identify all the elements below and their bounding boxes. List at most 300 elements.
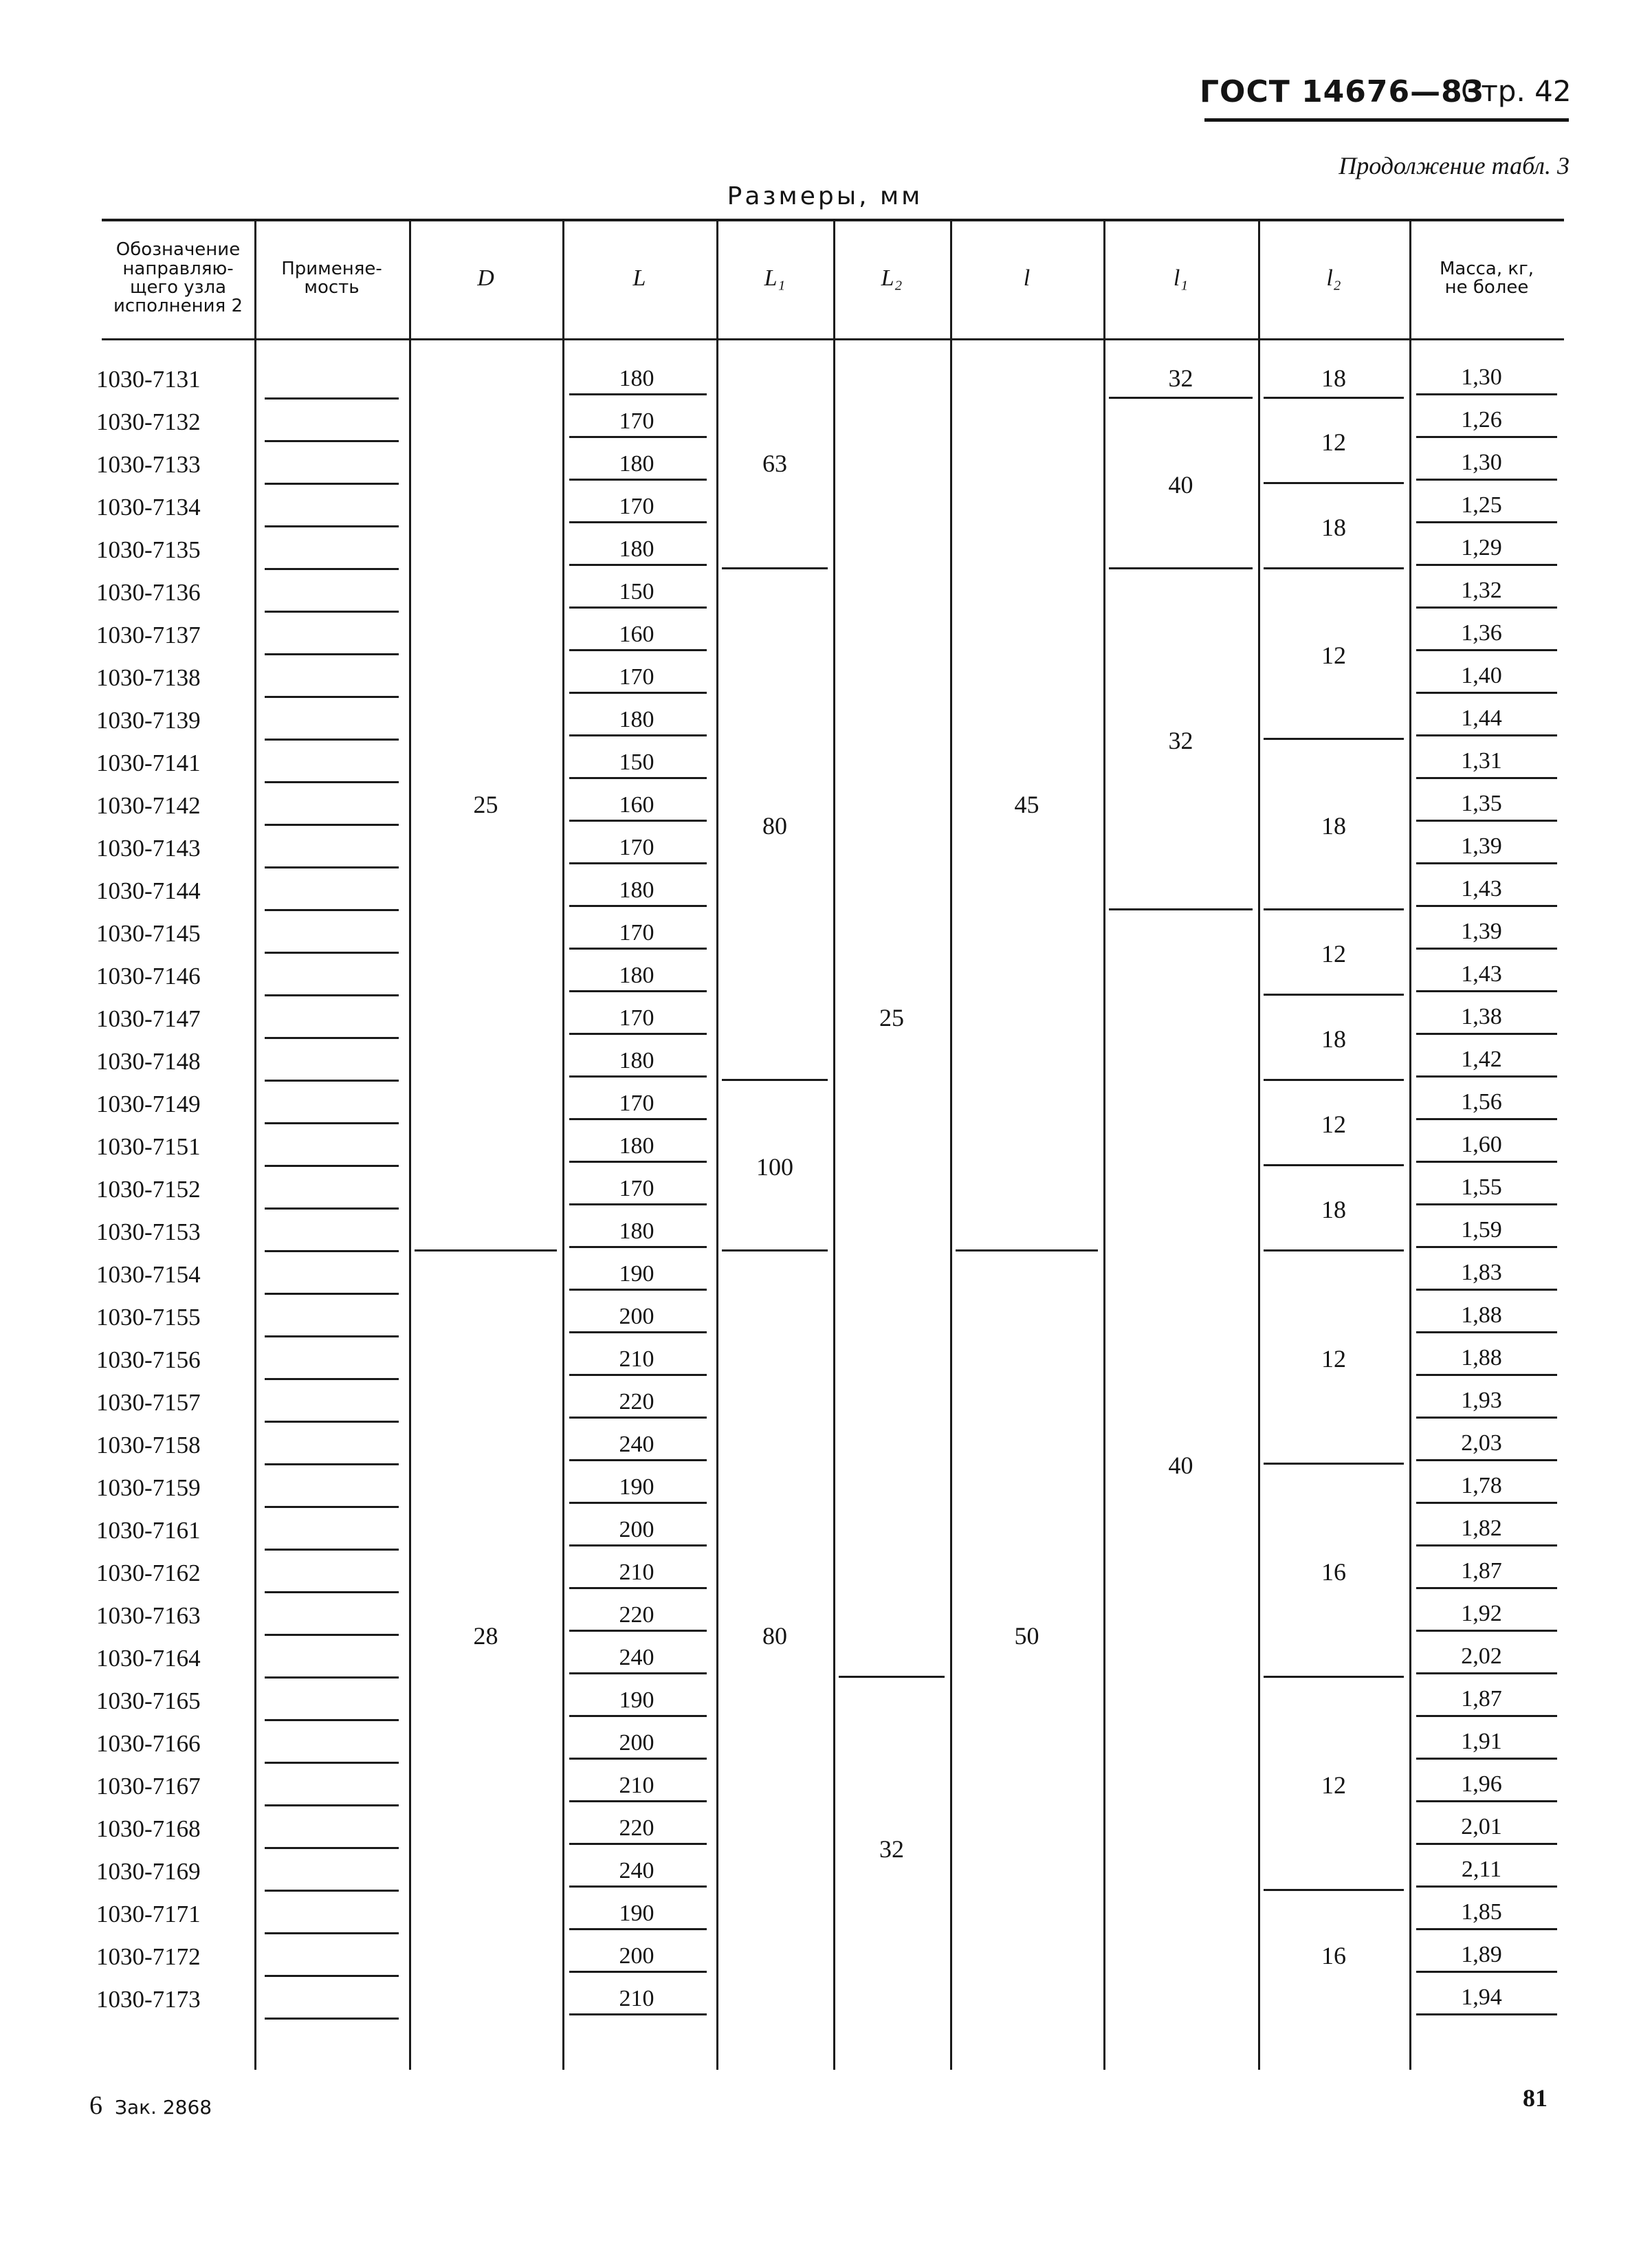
header-line: направляю-	[122, 258, 234, 279]
mass-value: 1,39	[1461, 833, 1502, 859]
designation-code: 1030-7143	[96, 835, 201, 862]
length-value: 170	[619, 1091, 654, 1116]
designation-code: 1030-7157	[96, 1389, 201, 1416]
mass-underline	[1416, 521, 1557, 523]
mass-underline	[1416, 1374, 1557, 1376]
length-underline	[569, 1033, 707, 1035]
standard-number: ГОСТ 14676—83	[1200, 74, 1485, 109]
mass-value: 1,26	[1461, 407, 1502, 433]
length-underline	[569, 1246, 707, 1248]
mass-underline	[1416, 1715, 1557, 1717]
length-underline	[569, 1417, 707, 1419]
mass-value: 1,30	[1461, 364, 1502, 390]
mass-underline	[1416, 1161, 1557, 1163]
mass-underline	[1416, 2013, 1557, 2015]
designation-code: 1030-7171	[96, 1901, 201, 1927]
applicability-blank	[265, 909, 399, 911]
header-line: мость	[304, 277, 360, 298]
length-value: 210	[619, 1986, 654, 2011]
merged-group-rule	[1264, 994, 1404, 996]
merged-l2-value: 18	[1321, 811, 1346, 840]
applicability-blank	[265, 1549, 399, 1551]
designation-code: 1030-7144	[96, 877, 201, 904]
length-underline	[569, 1630, 707, 1632]
mass-underline	[1416, 1502, 1557, 1504]
length-value: 200	[619, 1943, 654, 1969]
designation-code: 1030-7152	[96, 1176, 201, 1203]
mass-value: 1,59	[1461, 1217, 1502, 1243]
applicability-blank	[265, 1719, 399, 1721]
mass-value: 1,43	[1461, 876, 1502, 901]
mass-value: 1,93	[1461, 1388, 1502, 1413]
column-separator	[716, 219, 718, 2070]
length-value: 190	[619, 1474, 654, 1500]
applicability-blank	[265, 824, 399, 826]
mass-underline	[1416, 990, 1557, 992]
length-underline	[569, 1672, 707, 1674]
designation-code: 1030-7135	[96, 536, 201, 563]
length-underline	[569, 1715, 707, 1717]
mass-value: 1,60	[1461, 1132, 1502, 1157]
applicability-blank	[265, 952, 399, 954]
designation-code: 1030-7139	[96, 707, 201, 734]
mass-value: 1,25	[1461, 492, 1502, 518]
length-value: 150	[619, 579, 654, 604]
length-underline	[569, 1459, 707, 1461]
applicability-blank	[265, 1463, 399, 1465]
length-value: 240	[619, 1645, 654, 1670]
mass-value: 1,43	[1461, 961, 1502, 987]
applicability-blank	[265, 1378, 399, 1380]
merged-group-rule	[1264, 482, 1404, 484]
applicability-blank	[265, 1335, 399, 1337]
merged-l1-value: 40	[1168, 470, 1193, 499]
length-underline	[569, 1544, 707, 1546]
length-underline	[569, 1075, 707, 1078]
designation-code: 1030-7163	[96, 1602, 201, 1629]
length-underline	[569, 393, 707, 395]
designation-code: 1030-7172	[96, 1943, 201, 1970]
mass-underline	[1416, 564, 1557, 566]
length-underline	[569, 990, 707, 992]
merged-l-value: 45	[1014, 790, 1039, 818]
merged-l2-value: 12	[1321, 1771, 1346, 1799]
mass-underline	[1416, 1928, 1557, 1930]
designation-code: 1030-7154	[96, 1261, 201, 1288]
designation-code: 1030-7148	[96, 1048, 201, 1075]
merged-l1-value: 63	[762, 449, 787, 477]
length-value: 170	[619, 920, 654, 945]
merged-l1-value: 80	[762, 1621, 787, 1650]
mass-value: 1,87	[1461, 1558, 1502, 1584]
designation-code: 1030-7153	[96, 1218, 201, 1245]
table-continuation: Продолжение табл. 3	[1339, 152, 1570, 179]
merged-group-rule	[1109, 397, 1253, 399]
applicability-blank	[265, 440, 399, 442]
merged-l2-value: 12	[1321, 939, 1346, 968]
applicability-blank	[265, 1122, 399, 1124]
header-mass	[1409, 219, 1564, 338]
merged-l2-value: 18	[1321, 364, 1346, 392]
length-value: 220	[619, 1602, 654, 1628]
column-separator	[409, 219, 411, 2070]
designation-code: 1030-7173	[96, 1986, 201, 2013]
applicability-blank	[265, 1932, 399, 1934]
length-underline	[569, 1843, 707, 1845]
mass-value: 1,39	[1461, 919, 1502, 944]
length-value: 200	[619, 1730, 654, 1756]
mass-underline	[1416, 479, 1557, 481]
merged-group-rule	[1264, 1889, 1404, 1891]
mass-value: 1,44	[1461, 706, 1502, 731]
mass-underline	[1416, 1417, 1557, 1419]
designation-code: 1030-7142	[96, 792, 201, 819]
length-value: 210	[619, 1560, 654, 1585]
length-value: 180	[619, 451, 654, 477]
length-underline	[569, 1800, 707, 1802]
length-underline	[569, 1118, 707, 1120]
applicability-blank	[265, 653, 399, 655]
length-value: 220	[619, 1815, 654, 1841]
length-value: 180	[619, 707, 654, 732]
mass-underline	[1416, 734, 1557, 736]
length-value: 190	[619, 1261, 654, 1287]
header-line: щего узла	[129, 277, 227, 298]
designation-code: 1030-7158	[96, 1432, 201, 1458]
applicability-blank	[265, 1804, 399, 1806]
mass-underline	[1416, 862, 1557, 864]
mass-underline	[1416, 905, 1557, 907]
merged-l2-value: 16	[1321, 1941, 1346, 1969]
length-underline	[569, 905, 707, 907]
mass-value: 2,01	[1461, 1814, 1502, 1839]
designation-code: 1030-7165	[96, 1687, 201, 1714]
mass-value: 1,88	[1461, 1302, 1502, 1328]
mass-value: 1,89	[1461, 1942, 1502, 1967]
length-underline	[569, 436, 707, 438]
merged-l1-value: 32	[1168, 364, 1193, 392]
designation-code: 1030-7168	[96, 1815, 201, 1842]
length-underline	[569, 1971, 707, 1973]
dimensions-caption: Размеры, мм	[727, 182, 923, 210]
mass-underline	[1416, 948, 1557, 950]
designation-code: 1030-7146	[96, 963, 201, 990]
merged-group-rule	[1109, 567, 1253, 569]
length-value: 180	[619, 536, 654, 562]
column-separator	[950, 219, 952, 2070]
merged-group-rule	[415, 1249, 557, 1251]
mass-value: 1,82	[1461, 1516, 1502, 1541]
length-underline	[569, 777, 707, 779]
mass-underline	[1416, 1118, 1557, 1120]
length-value: 220	[619, 1389, 654, 1414]
designation-code: 1030-7167	[96, 1773, 201, 1800]
applicability-blank	[265, 866, 399, 868]
length-value: 170	[619, 664, 654, 690]
header-designation	[102, 219, 254, 338]
designation-code: 1030-7169	[96, 1858, 201, 1885]
applicability-blank	[265, 1591, 399, 1593]
designation-code: 1030-7138	[96, 664, 201, 691]
applicability-blank	[265, 1421, 399, 1423]
mass-value: 1,94	[1461, 1985, 1502, 2010]
length-underline	[569, 521, 707, 523]
mass-value: 2,03	[1461, 1430, 1502, 1456]
header-line: исполнения 2	[113, 296, 243, 317]
designation-code: 1030-7162	[96, 1560, 201, 1586]
merged-group-rule	[1264, 397, 1404, 399]
mass-underline	[1416, 1459, 1557, 1461]
mass-value: 1,83	[1461, 1260, 1502, 1285]
mass-value: 1,29	[1461, 535, 1502, 560]
footer-page-number: 81	[1523, 2084, 1548, 2112]
designation-code: 1030-7136	[96, 579, 201, 606]
length-value: 150	[619, 750, 654, 775]
length-underline	[569, 734, 707, 736]
mass-underline	[1416, 1203, 1557, 1205]
merged-group-rule	[1264, 1079, 1404, 1081]
header-l: l	[1023, 265, 1031, 292]
header-l: L	[632, 265, 646, 292]
designation-code: 1030-7155	[96, 1304, 201, 1331]
mass-value: 1,92	[1461, 1601, 1502, 1626]
length-value: 180	[619, 1133, 654, 1159]
length-underline	[569, 649, 707, 651]
applicability-blank	[265, 994, 399, 996]
merged-l2-value: 32	[879, 1835, 904, 1863]
mass-underline	[1416, 1246, 1557, 1248]
length-value: 200	[619, 1517, 654, 1542]
designation-code: 1030-7134	[96, 494, 201, 521]
designation-code: 1030-7156	[96, 1346, 201, 1373]
applicability-blank	[265, 739, 399, 741]
length-underline	[569, 1885, 707, 1888]
length-underline	[569, 1587, 707, 1589]
mass-underline	[1416, 1289, 1557, 1291]
mass-underline	[1416, 1033, 1557, 1035]
length-value: 240	[619, 1858, 654, 1883]
applicability-blank	[265, 1080, 399, 1082]
mass-underline	[1416, 1672, 1557, 1674]
designation-code: 1030-7133	[96, 451, 201, 478]
designation-code: 1030-7161	[96, 1517, 201, 1544]
mass-value: 1,35	[1461, 791, 1502, 816]
length-underline	[569, 606, 707, 609]
header-line: Масса, кг,	[1439, 258, 1534, 279]
mass-value: 1,56	[1461, 1089, 1502, 1115]
applicability-blank	[265, 1165, 399, 1167]
mass-underline	[1416, 1587, 1557, 1589]
mass-underline	[1416, 1075, 1557, 1078]
mass-value: 1,55	[1461, 1174, 1502, 1200]
length-value: 170	[619, 835, 654, 860]
designation-code: 1030-7137	[96, 622, 201, 648]
length-value: 210	[619, 1346, 654, 1372]
length-value: 180	[619, 1048, 654, 1073]
merged-l2-value: 12	[1321, 428, 1346, 456]
mass-underline	[1416, 1885, 1557, 1888]
mass-value: 2,02	[1461, 1643, 1502, 1669]
mass-underline	[1416, 606, 1557, 609]
length-underline	[569, 564, 707, 566]
mass-value: 1,36	[1461, 620, 1502, 646]
mass-value: 1,78	[1461, 1473, 1502, 1498]
mass-value: 1,42	[1461, 1047, 1502, 1072]
applicability-blank	[265, 611, 399, 613]
merged-d-value: 25	[473, 790, 498, 818]
mass-underline	[1416, 649, 1557, 651]
designation-code: 1030-7145	[96, 920, 201, 947]
mass-value: 1,87	[1461, 1686, 1502, 1712]
length-value: 210	[619, 1773, 654, 1798]
length-underline	[569, 820, 707, 822]
length-value: 240	[619, 1432, 654, 1457]
merged-l2-value: 12	[1321, 641, 1346, 669]
merged-l2-value: 18	[1321, 1025, 1346, 1053]
mass-underline	[1416, 1843, 1557, 1845]
mass-value: 1,32	[1461, 578, 1502, 603]
applicability-blank	[265, 1975, 399, 1977]
header-rule	[1204, 118, 1569, 122]
length-value: 180	[619, 1218, 654, 1244]
merged-group-rule	[1264, 1164, 1404, 1166]
merged-l2-value: 12	[1321, 1110, 1346, 1138]
mass-underline	[1416, 820, 1557, 822]
mass-underline	[1416, 436, 1557, 438]
mass-underline	[1416, 1630, 1557, 1632]
merged-l2-value: 12	[1321, 1344, 1346, 1373]
merged-l1-value: 100	[756, 1152, 793, 1181]
header-line: Обозначение	[115, 239, 241, 261]
merged-l2-value: 25	[879, 1003, 904, 1031]
length-value: 170	[619, 494, 654, 519]
length-value: 180	[619, 963, 654, 988]
applicability-blank	[265, 1762, 399, 1764]
applicability-blank	[265, 1847, 399, 1849]
length-value: 170	[619, 408, 654, 434]
mass-value: 1,38	[1461, 1004, 1502, 1029]
page-number: Стр. 42	[1461, 74, 1572, 108]
applicability-blank	[265, 1207, 399, 1210]
mass-underline	[1416, 1544, 1557, 1546]
length-value: 160	[619, 792, 654, 818]
length-underline	[569, 1289, 707, 1291]
applicability-blank	[265, 397, 399, 400]
column-separator	[254, 219, 256, 2070]
length-value: 190	[619, 1901, 654, 1926]
merged-group-rule	[839, 1676, 945, 1678]
header-d: D	[477, 265, 494, 292]
mass-value: 1,30	[1461, 450, 1502, 475]
length-value: 170	[619, 1005, 654, 1031]
designation-code: 1030-7141	[96, 750, 201, 776]
footer-order: Зак. 2868	[115, 2096, 212, 2119]
merged-group-rule	[722, 1079, 828, 1081]
designation-code: 1030-7147	[96, 1005, 201, 1032]
mass-value: 1,85	[1461, 1899, 1502, 1925]
length-underline	[569, 1161, 707, 1163]
applicability-blank	[265, 1037, 399, 1039]
applicability-blank	[265, 2018, 399, 2020]
merged-l2-value: 18	[1321, 513, 1346, 541]
merged-group-rule	[1109, 908, 1253, 910]
footer-sheet-number: 6	[89, 2091, 102, 2120]
applicability-blank	[265, 568, 399, 570]
length-underline	[569, 1203, 707, 1205]
applicability-blank	[265, 525, 399, 527]
mass-value: 1,40	[1461, 663, 1502, 688]
length-underline	[569, 1928, 707, 1930]
designation-code: 1030-7151	[96, 1133, 201, 1160]
mass-value: 1,91	[1461, 1729, 1502, 1754]
footer-left	[89, 2090, 212, 2121]
merged-l2-value: 16	[1321, 1557, 1346, 1586]
merged-group-rule	[1264, 567, 1404, 569]
mass-value: 1,96	[1461, 1771, 1502, 1797]
length-value: 180	[619, 877, 654, 903]
applicability-blank	[265, 1676, 399, 1679]
merged-group-rule	[1264, 1463, 1404, 1465]
length-value: 160	[619, 622, 654, 647]
designation-code: 1030-7149	[96, 1091, 201, 1117]
mass-value: 1,88	[1461, 1345, 1502, 1370]
length-value: 190	[619, 1687, 654, 1713]
applicability-blank	[265, 1506, 399, 1508]
length-underline	[569, 692, 707, 694]
merged-group-rule	[1264, 1249, 1404, 1251]
applicability-blank	[265, 1250, 399, 1252]
header-line: не более	[1444, 277, 1529, 298]
length-value: 180	[619, 366, 654, 391]
length-value: 170	[619, 1176, 654, 1201]
length-underline	[569, 2013, 707, 2015]
applicability-blank	[265, 781, 399, 783]
length-underline	[569, 1758, 707, 1760]
applicability-blank	[265, 1293, 399, 1295]
merged-l1-value: 40	[1168, 1451, 1193, 1479]
column-separator	[833, 219, 835, 2070]
column-separator	[562, 219, 564, 2070]
merged-group-rule	[956, 1249, 1098, 1251]
header-line: Применяе-	[281, 258, 382, 279]
applicability-blank	[265, 1634, 399, 1636]
length-underline	[569, 1331, 707, 1333]
header-l1: l₁	[1173, 265, 1189, 292]
applicability-blank	[265, 696, 399, 698]
length-underline	[569, 1502, 707, 1504]
applicability-blank	[265, 1890, 399, 1892]
header-l2: L₂	[881, 265, 903, 292]
merged-l1-value: 32	[1168, 726, 1193, 754]
merged-group-rule	[722, 567, 828, 569]
length-underline	[569, 948, 707, 950]
mass-underline	[1416, 692, 1557, 694]
mass-underline	[1416, 1800, 1557, 1802]
mass-underline	[1416, 1971, 1557, 1973]
mass-value: 1,31	[1461, 748, 1502, 774]
merged-l-value: 50	[1014, 1621, 1039, 1650]
merged-group-rule	[1264, 738, 1404, 740]
merged-d-value: 28	[473, 1621, 498, 1650]
merged-group-rule	[722, 1249, 828, 1251]
header-l1: L₁	[764, 265, 786, 292]
mass-underline	[1416, 1758, 1557, 1760]
mass-value: 2,11	[1461, 1857, 1502, 1882]
merged-l2-value: 18	[1321, 1195, 1346, 1223]
mass-underline	[1416, 777, 1557, 779]
designation-code: 1030-7131	[96, 366, 201, 393]
length-value: 200	[619, 1304, 654, 1329]
